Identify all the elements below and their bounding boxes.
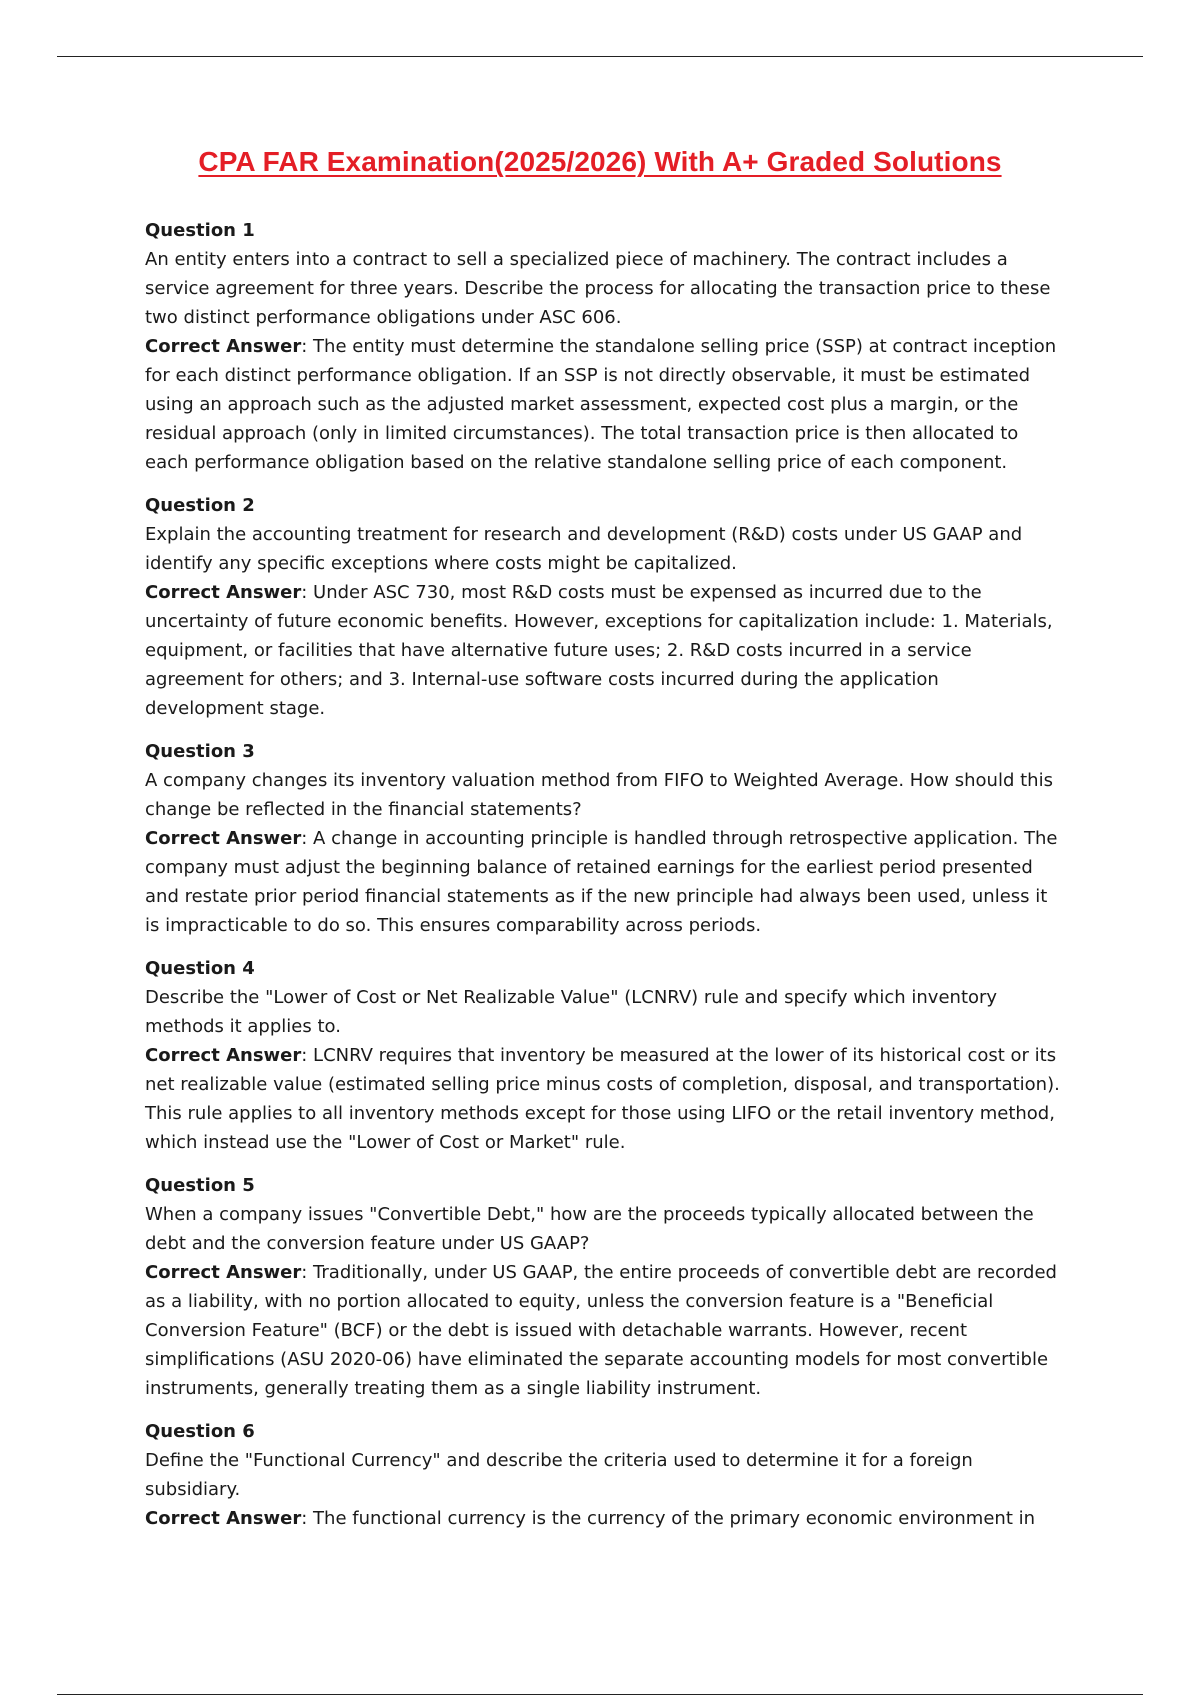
question-heading: Question 1 — [145, 220, 255, 241]
answer-paragraph — [145, 1258, 1060, 1403]
question-block-5 — [145, 1171, 1060, 1403]
question-heading: Question 6 — [145, 1421, 255, 1442]
bottom-rule — [57, 1694, 1143, 1695]
question-text: A company changes its inventory valuation method from FIFO to Weighted Average. How should this change be reflected in the financial statements? — [145, 770, 1053, 820]
question-block-1 — [145, 216, 1060, 477]
answer-paragraph — [145, 1504, 1060, 1533]
answer-label: Correct Answer — [145, 1262, 302, 1283]
question-text: Describe the "Lower of Cost or Net Realizable Value" (LCNRV) rule and specify which inventory methods it applies to. — [145, 987, 998, 1037]
answer-text: : The entity must determine the standalone selling price (SSP) at contract inception for each distinct performance obligation. If an SSP is not directly observable, it must be estimated using an approach such as the adjusted market assessment, expected cost plus a margin, or the residual approach (only in limited circumstances). The total transaction price is then allocated to each performance obligation based on the relative standalone selling price of each component. — [145, 336, 1057, 473]
answer-label: Correct Answer — [145, 828, 302, 849]
answer-paragraph — [145, 824, 1060, 940]
answer-paragraph — [145, 332, 1060, 477]
question-block-3 — [145, 737, 1060, 940]
answer-label: Correct Answer — [145, 336, 302, 357]
document-title: CPA FAR Examination(2025/2026) With A+ Graded Solutions — [198, 146, 1002, 177]
top-rule — [57, 56, 1143, 57]
question-block-4 — [145, 954, 1060, 1157]
answer-label: Correct Answer — [145, 1045, 302, 1066]
answer-text: : The functional currency is the currency of the primary economic environment in — [301, 1508, 1036, 1529]
question-text: An entity enters into a contract to sell a specialized piece of machinery. The contract includes a service agreement for three years. Describe the process for allocating the transaction price to these two distinct performance obligations under ASC 606. — [145, 249, 1051, 328]
question-heading: Question 2 — [145, 495, 255, 516]
answer-paragraph — [145, 1041, 1060, 1157]
question-heading: Question 3 — [145, 741, 255, 762]
answer-label: Correct Answer — [145, 1508, 302, 1529]
answer-paragraph — [145, 578, 1060, 723]
question-heading: Question 5 — [145, 1175, 255, 1196]
question-text: Define the "Functional Currency" and describe the criteria used to determine it for a foreign subsidiary. — [145, 1450, 973, 1500]
answer-text: : Traditionally, under US GAAP, the entire proceeds of convertible debt are recorded as a liability, with no portion allocated to equity, unless the conversion feature is a "Beneficial Conversion Feature" (BCF) or the debt is issued with detachable warrants. However, recent simplifications (ASU 2020-06) have eliminated the separate accounting models for most convertible instruments, generally treating them as a single liability instrument. — [145, 1262, 1057, 1399]
question-block-2 — [145, 491, 1060, 723]
question-text: When a company issues "Convertible Debt," how are the proceeds typically allocated between the debt and the conversion feature under US GAAP? — [145, 1204, 1034, 1254]
answer-text: : A change in accounting principle is handled through retrospective application. The company must adjust the beginning balance of retained earnings for the earliest period presented and restate prior period financial statements as if the new principle had always been used, unless it is impracticable to do so. This ensures comparability across periods. — [145, 828, 1058, 936]
question-text: Explain the accounting treatment for research and development (R&D) costs under US GAAP and identify any specific exceptions where costs might be capitalized. — [145, 524, 1023, 574]
question-block-6 — [145, 1417, 1060, 1533]
answer-text: : LCNRV requires that inventory be measured at the lower of its historical cost or its net realizable value (estimated selling price minus costs of completion, disposal, and transportation). This rule applies to all inventory methods except for those using LIFO or the retail inventory method, which instead use the "Lower of Cost or Market" rule. — [145, 1045, 1060, 1153]
answer-label: Correct Answer — [145, 582, 302, 603]
question-heading: Question 4 — [145, 958, 255, 979]
document-body — [145, 216, 1060, 1547]
answer-text: : Under ASC 730, most R&D costs must be expensed as incurred due to the uncertainty of future economic benefits. However, exceptions for capitalization include: 1. Materials, equipment, or facilities that have alternative future uses; 2. R&D costs incurred in a service agreement for others; and 3. Internal-use software costs incurred during the application development stage. — [145, 582, 1053, 719]
